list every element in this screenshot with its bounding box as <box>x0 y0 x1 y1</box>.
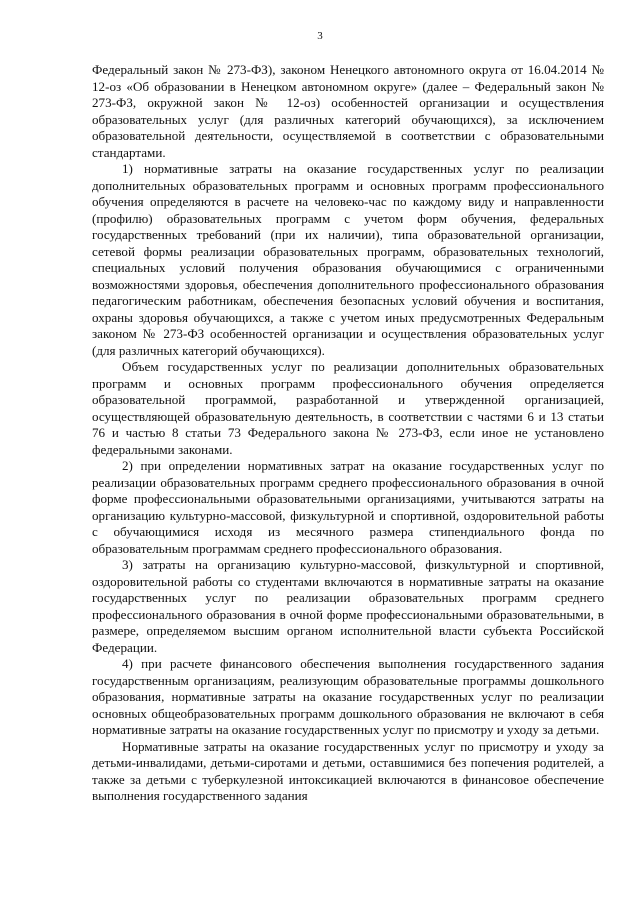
paragraph: 4) при расчете финансового обеспечения выполнения государственного задания государственным организациям, реализующим образовательные программы дошкольного образования, нормативные затраты на оказание государственных услуг по реализации основных общеобразовательных программ дошкольного образования не включают в себя нормативные затраты на оказание государственных услуг по присмотру и уходу за детьми. <box>92 656 604 737</box>
paragraph: 2) при определении нормативных затрат на оказание государственных услуг по реализации образовательных программ среднего профессионального образования в очной форме профессиональными образовательными организациями, учитываются затраты на организацию культурно-массовой, физкультурной и спортивной, оздоровительной работы с обучающимися исходя из месячного размера стипендиального фонда по образовательным программам среднего профессионального образования. <box>92 458 604 556</box>
page-number: 3 <box>317 30 323 42</box>
document-body <box>92 62 604 805</box>
paragraph: Нормативные затраты на оказание государственных услуг по присмотру и уходу за детьми-инвалидами, детьми-сиротами и детьми, оставшимися без попечения родителей, а также за детьми с туберкулезной интоксикацией включаются в финансовое обеспечение выполнения государственного задания <box>92 738 604 803</box>
paragraph: Федеральный закон № 273-ФЗ), законом Ненецкого автономного округа от 16.04.2014 № 12-оз «Об образовании в Ненецком автономном округе» (далее – Федеральный закон № 273-ФЗ, окружной закон № 12-оз) особенностей организации и осуществления образовательных услуг (для различных категорий обучающихся), за исключением образовательной деятельности, осуществляемой в соответствии с образовательными стандартами. <box>92 62 604 160</box>
paragraph: 1) нормативные затраты на оказание государственных услуг по реализации дополнительных образовательных программ и основных программ профессионального обучения определяются в расчете на человеко-час по каждому виду и направленности (профилю) образовательных программ с учетом форм обучения, федеральных государственных требований (при их наличии), типа образовательной организации, сетевой формы реализации образовательных программ, образовательных технологий, специальных условий получения образования обучающимися с ограниченными возможностями здоровья, обеспечения дополнительного профессионального образования педагогическим работникам, обеспечения безопасных условий обучения и воспитания, охраны здоровья обучающихся, а также с учетом иных предусмотренных Федеральным законом № 273-ФЗ особенностей организации и осуществления образовательных услуг (для различных категорий обучающихся). <box>92 161 604 358</box>
paragraph: Объем государственных услуг по реализации дополнительных образовательных программ и основных программ профессионального обучения определяется образовательной программой, разработанной и утвержденной организацией, осуществляющей образовательную деятельность, в соответствии с частями 6 и 13 статьи 76 и частью 8 статьи 73 Федерального закона № 273-ФЗ, если иное не установлено федеральными законами. <box>92 359 604 457</box>
paragraph: 3) затраты на организацию культурно-массовой, физкультурной и спортивной, оздоровительной работы со студентами включаются в нормативные затраты на оказание государственных услуг по реализации образовательных программ среднего профессионального образования в очной форме профессиональными образовательными, в размере, определяемом высшим органом исполнительной власти субъекта Российской Федерации. <box>92 557 604 655</box>
